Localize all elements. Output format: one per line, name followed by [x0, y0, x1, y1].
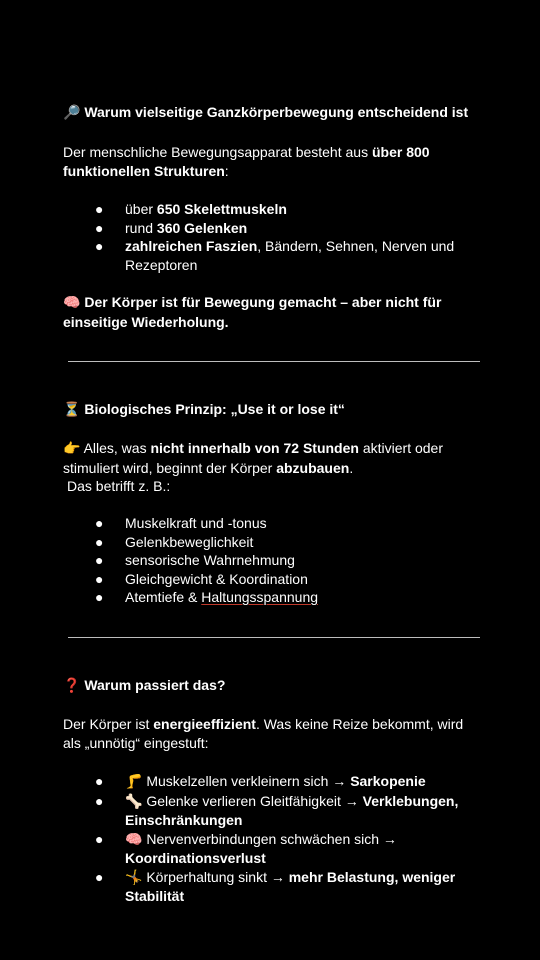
list-item: [63, 792, 483, 830]
question-mark-icon: ❓: [63, 678, 81, 694]
list-item: [63, 868, 483, 906]
section-heading: [63, 676, 483, 696]
divider: [68, 637, 480, 638]
affected-list: [63, 514, 483, 607]
intro-bold: abzubauen: [276, 459, 350, 476]
item-bold: mehr Belastung, weniger Stabilität: [125, 868, 456, 904]
intro-paragraph: [63, 715, 483, 752]
item-text: , Bändern, Sehnen, Nerven und Rezeptoren: [125, 238, 455, 273]
intro-bold: energieeffizient: [153, 716, 256, 732]
item-bold: zahlreichen Faszien: [125, 238, 258, 254]
intro-bold: nicht innerhalb von 72 Stunden: [150, 440, 359, 456]
section-heading: [63, 400, 483, 420]
list-item: [63, 830, 483, 868]
hourglass-icon: ⏳: [63, 402, 81, 418]
intro-text: .: [349, 459, 354, 476]
bone-icon: 🦴: [125, 793, 143, 810]
pointing-hand-icon: 👉: [63, 441, 81, 457]
item-text: sensorische Wahrnehmung: [125, 552, 295, 568]
list-item: [63, 533, 483, 552]
item-text: rund: [125, 219, 157, 236]
closing-statement: [63, 293, 483, 331]
intro-paragraph: [63, 143, 483, 180]
item-text: Nervenverbindungen schwächen sich →: [146, 830, 397, 847]
spellcheck-underlined-word: Haltungsspannung: [201, 589, 319, 605]
bullet-icon: ●: [95, 792, 104, 809]
closing-text: Der Körper ist für Bewegung gemacht – aber nicht für einseitige Wiederholung.: [63, 294, 442, 330]
section-warum: [63, 676, 483, 696]
magnifier-icon: 🔎: [63, 105, 81, 121]
bullet-icon: ●: [95, 201, 104, 217]
section-ganzkoerper: [63, 103, 483, 123]
bullet-icon: ●: [95, 868, 104, 885]
list-item: [63, 588, 483, 607]
heading-text: Biologisches Prinzip: „Use it or lose it“: [84, 401, 345, 417]
item-text: Atemtiefe &: [125, 589, 202, 605]
item-text: Gelenke verlieren Gleitfähigkeit →: [146, 792, 363, 809]
list-item: [63, 219, 483, 238]
brain-icon: 🧠: [63, 295, 81, 311]
examples-lead: Das betrifft z. B.:: [67, 478, 171, 494]
heading-text: Warum passiert das?: [84, 677, 226, 693]
bullet-icon: ●: [95, 238, 104, 254]
cartwheel-person-icon: 🤸: [125, 869, 143, 886]
heading-text: Warum vielseitige Ganzkörperbewegung entscheidend ist: [84, 104, 469, 120]
bullet-icon: ●: [95, 552, 104, 568]
leg-icon: 🦵: [125, 774, 143, 790]
list-item: [63, 200, 483, 219]
intro-text: . Was keine Reize bekommt, wird als „unnötig“ eingestuft:: [63, 716, 464, 751]
item-text: Körperhaltung sinkt →: [146, 868, 289, 885]
intro-text: aktiviert oder stimuliert wird, beginnt der Körper: [63, 440, 443, 476]
item-text: Gleichgewicht & Koordination: [125, 570, 308, 587]
list-item: [63, 570, 483, 589]
intro-text: Alles, was: [83, 440, 151, 456]
item-bold: Sarkopenie: [350, 773, 426, 789]
intro-bold: über 800 funktionellen Strukturen: [63, 144, 430, 179]
bullet-icon: ●: [95, 773, 104, 789]
list-item: [63, 551, 483, 570]
intro-text: :: [224, 162, 229, 179]
bullet-icon: ●: [95, 219, 104, 236]
item-bold: 650 Skelettmuskeln: [156, 201, 287, 217]
intro-text: Der Körper ist: [63, 716, 154, 732]
item-text: über: [125, 201, 157, 217]
item-text: Muskelkraft und -tonus: [125, 515, 267, 531]
divider: [68, 361, 480, 362]
item-text: Gelenkbeweglichkeit: [125, 533, 254, 550]
bullet-icon: ●: [95, 830, 104, 847]
brain-icon: 🧠: [125, 831, 143, 848]
list-item: [63, 514, 483, 533]
item-bold: Koordinationsverlust: [125, 850, 266, 866]
intro-text: Der menschliche Bewegungsapparat besteht aus: [63, 144, 372, 160]
list-item: [63, 772, 483, 792]
bullet-icon: ●: [95, 515, 104, 531]
item-bold: Verklebungen, Einschränkungen: [125, 792, 459, 828]
bullet-icon: ●: [95, 589, 104, 605]
bullet-icon: ●: [95, 533, 104, 550]
intro-paragraph: [63, 439, 483, 496]
item-bold: 360 Gelenken: [156, 219, 248, 236]
structures-list: [63, 200, 483, 274]
bullet-icon: ●: [95, 570, 104, 587]
reasons-list: [63, 772, 483, 906]
section-use-it-or-lose-it: [63, 400, 483, 420]
item-text: Muskelzellen verkleinern sich →: [146, 773, 351, 789]
section-heading: [63, 103, 483, 123]
list-item: [63, 237, 483, 274]
